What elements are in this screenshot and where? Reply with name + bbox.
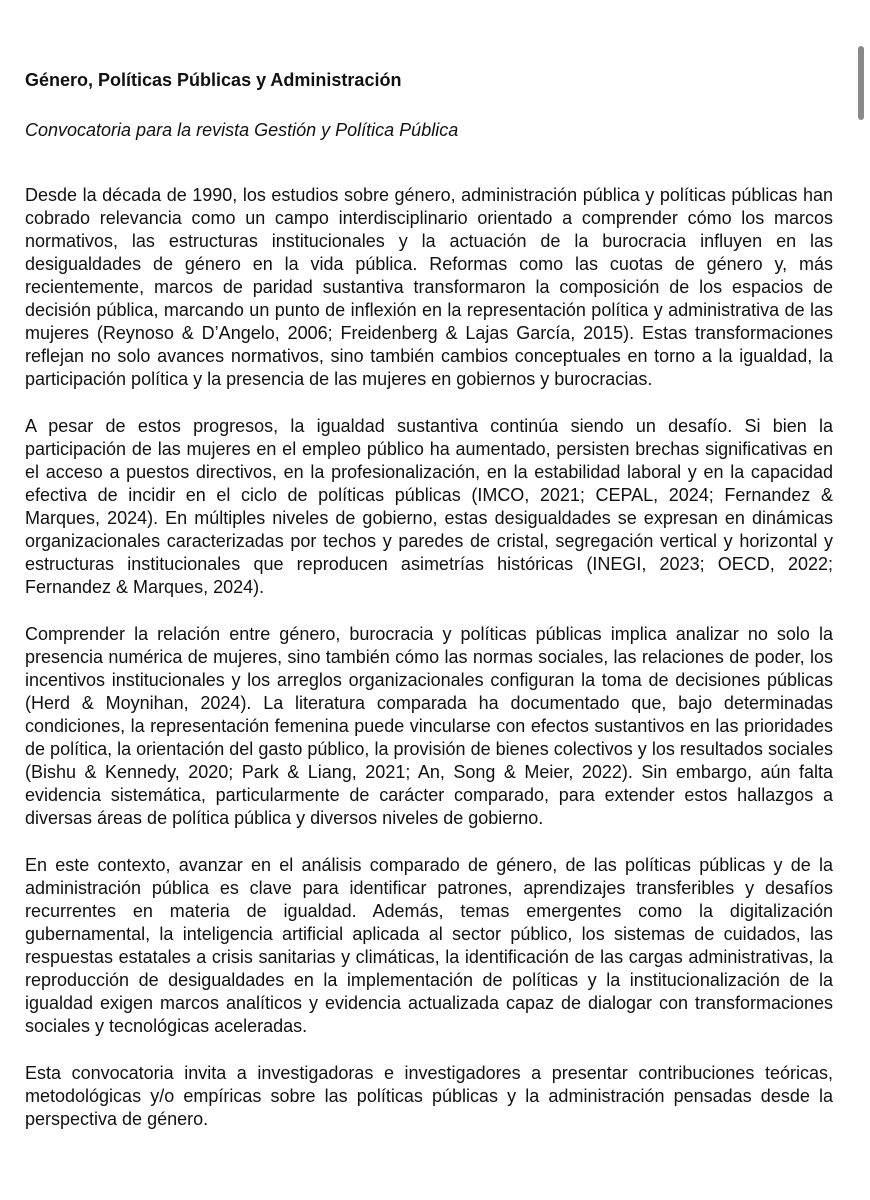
paragraph-4: En este contexto, avanzar en el análisis comparado de género, de las políticas públicas y de la administración pública es clave para identificar patrones, aprendizajes transferibles y desafíos recurrentes en materia de igualdad. Además, temas emergentes como la digitalización gubernamental, la inteligencia artificial aplicada al sector público, los sistemas de cuidados, las respuestas estatales a crisis sanitarias y climáticas, la identificación de las cargas administrativas, la reproducción de desigualdades en la implementación de políticas y la institucionalización de la igualdad exigen marcos analíticos y evidencia actualizada capaz de dialogar con transformaciones sociales y tecnológicas aceleradas. xyxy=(25,855,833,1036)
paragraph-3: Comprender la relación entre género, burocracia y políticas públicas implica analizar no solo la presencia numérica de mujeres, sino también cómo las normas sociales, las relaciones de poder, los incentivos institucionales y los arreglos organizacionales configuran la toma de decisiones públicas (Herd & Moynihan, 2024). La literatura comparada ha documentado que, bajo determinadas condiciones, la representación femenina puede vincularse con efectos sustantivos en las prioridades de política, la orientación del gasto público, la provisión de bienes colectivos y los resultados sociales (Bishu & Kennedy, 2020; Park & Liang, 2021; An, Song & Meier, 2022). Sin embargo, aún falta evidencia sistemática, particularmente de carácter comparado, para extender estos hallazgos a diversas áreas de política pública y diversos niveles de gobierno. xyxy=(25,624,833,828)
document-subtitle: Convocatoria para la revista Gestión y Política Pública xyxy=(25,120,459,140)
paragraph-1: Desde la década de 1990, los estudios sobre género, administración pública y políticas públicas han cobrado relevancia como un campo interdisciplinario orientado a comprender cómo los marcos normativos, las estructuras institucionales y la actuación de la burocracia influyen en las desigualdades de género en la vida pública. Reformas como las cuotas de género y, más recientemente, marcos de paridad sustantiva transformaron la composición de los espacios de decisión pública, marcando un punto de inflexión en la representación política y administrativa de las mujeres (Reynoso & D’Angelo, 2006; Freidenberg & Lajas García, 2015). Estas transformaciones reflejan no solo avances normativos, sino también cambios conceptuales en torno a la igualdad, la participación política y la presencia de las mujeres en gobiernos y burocracias. xyxy=(25,185,833,389)
paragraph-2: A pesar de estos progresos, la igualdad sustantiva continúa siendo un desafío. Si bien la participación de las mujeres en el empleo público ha aumentado, persisten brechas significativas en el acceso a puestos directivos, en la profesionalización, en la estabilidad laboral y en la capacidad efectiva de incidir en el ciclo de políticas públicas (IMCO, 2021; CEPAL, 2024; Fernandez & Marques, 2024). En múltiples niveles de gobierno, estas desigualdades se expresan en dinámicas organizacionales caracterizadas por techos y paredes de cristal, segregación vertical y horizontal y estructuras institucionales que reproducen asimetrías históricas (INEGI, 2023; OECD, 2022; Fernandez & Marques, 2024). xyxy=(25,416,833,597)
document-body xyxy=(25,184,833,1131)
scrollbar[interactable] xyxy=(858,46,864,120)
document-title: Género, Políticas Públicas y Administración xyxy=(25,70,402,90)
paragraph-5: Esta convocatoria invita a investigadoras e investigadores a presentar contribuciones teóricas, metodológicas y/o empíricas sobre las políticas públicas y la administración pensadas desde la perspectiva de género. xyxy=(25,1063,833,1129)
document-page xyxy=(25,66,833,1155)
